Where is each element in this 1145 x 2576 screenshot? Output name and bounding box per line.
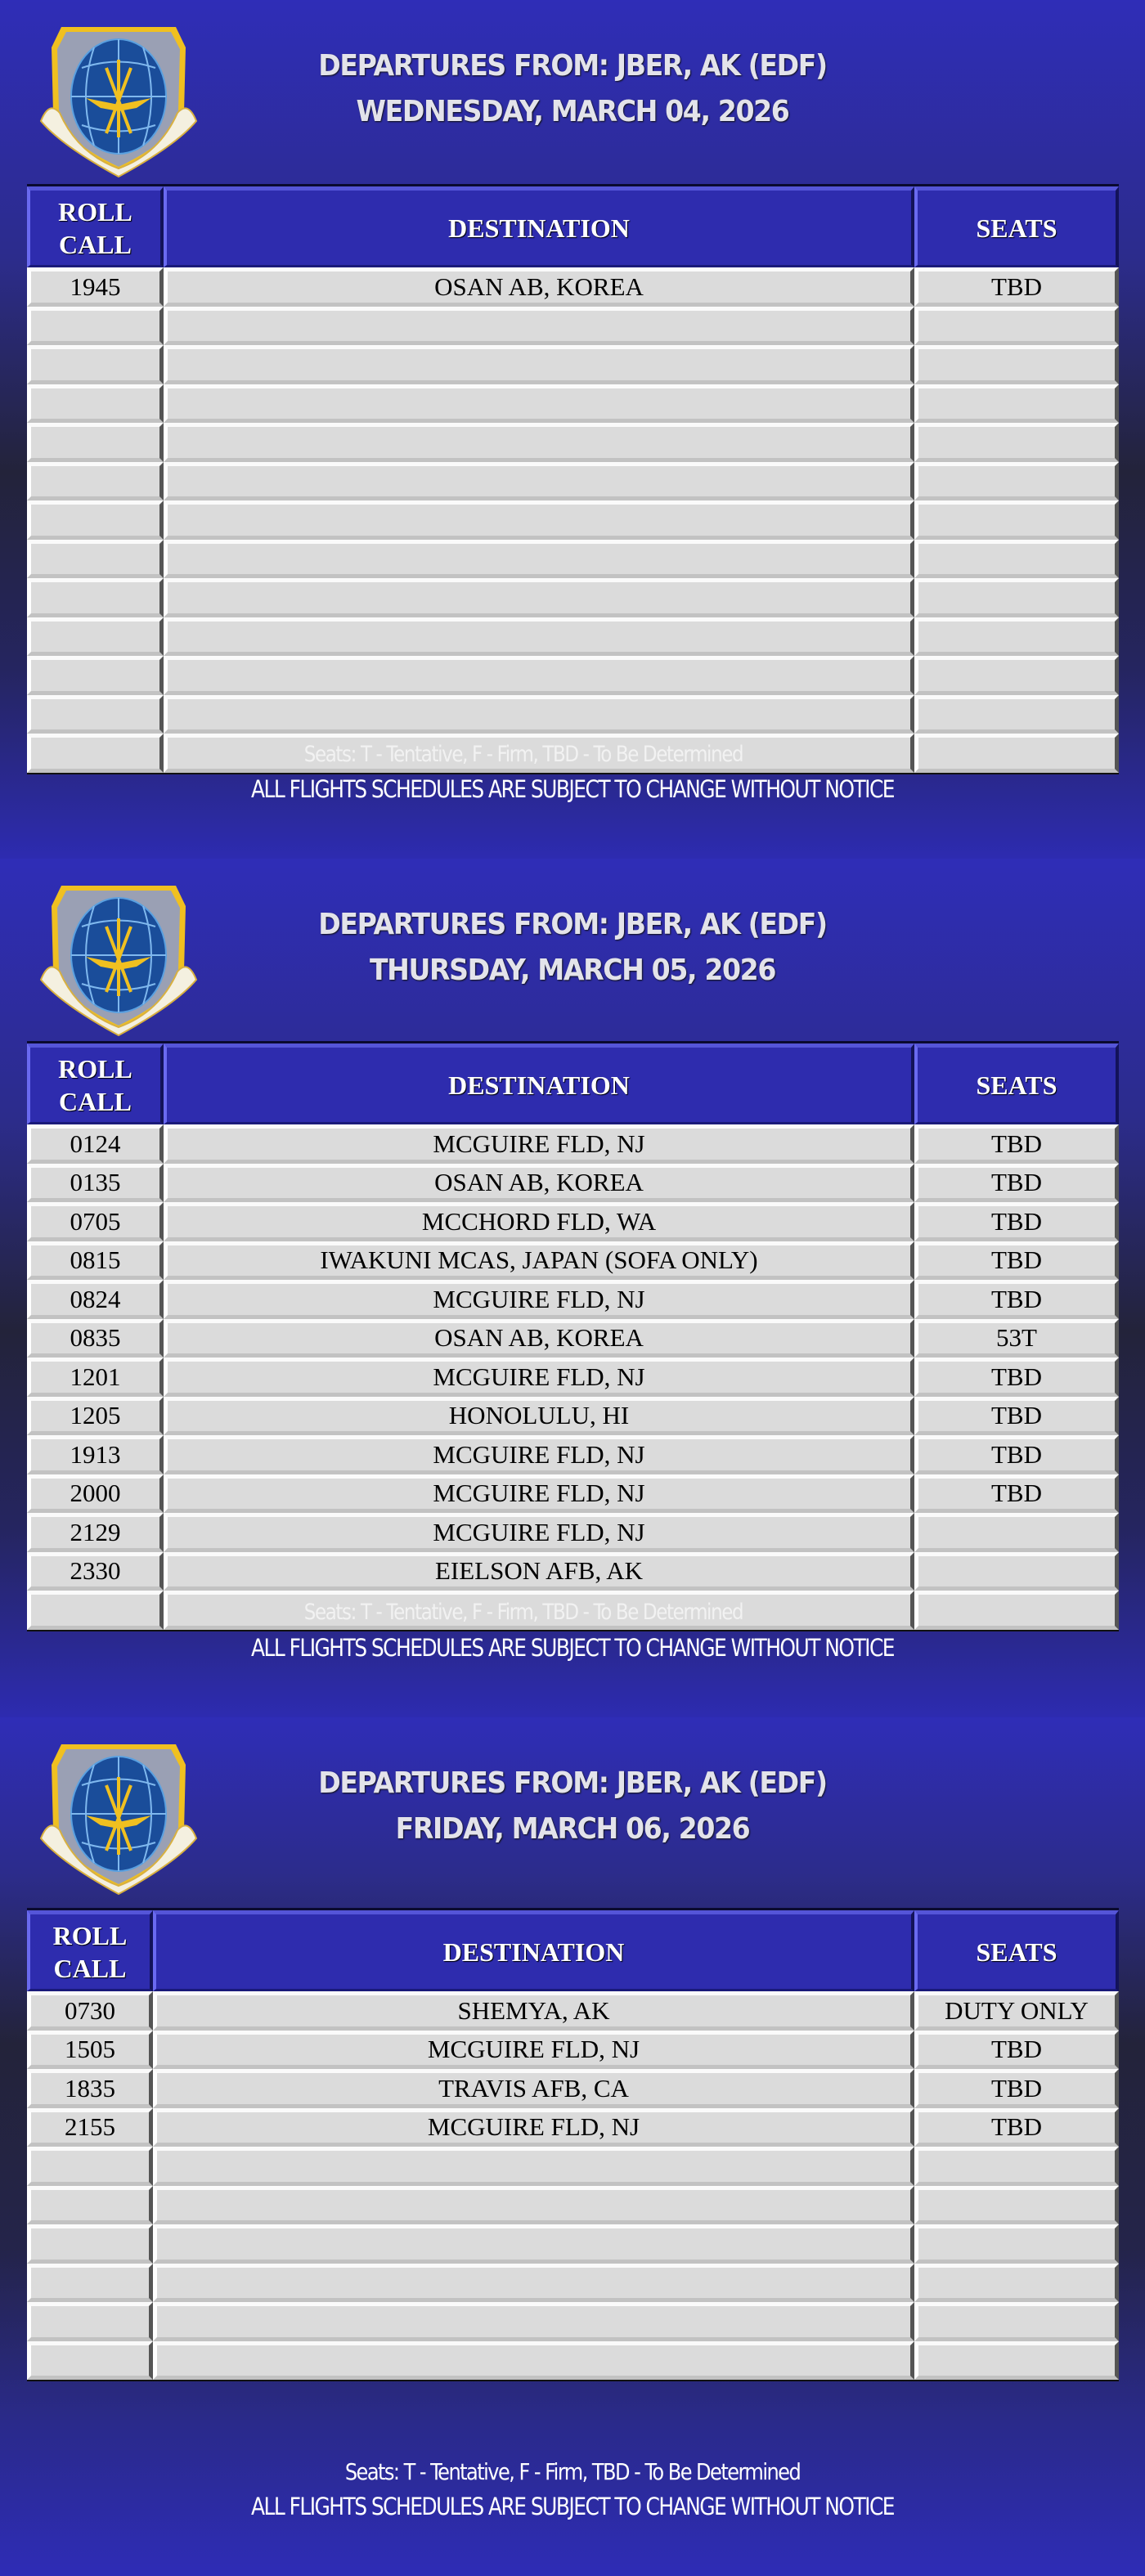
seats-legend: Seats: T - Tentative, F - Firm, TBD - To Be Determined [303,742,743,767]
destination-cell: IWAKUNI MCAS, JAPAN (SOFA ONLY) [164,1241,914,1281]
roll-call-cell: 0835 [27,1319,164,1358]
seats-cell: TBD [914,2108,1119,2147]
destination-cell [153,2302,914,2341]
destination-cell: MCGUIRE FLD, NJ [164,1513,914,1552]
seats-cell: 53T [914,1319,1119,1358]
table-body [27,267,1119,773]
destination-cell: MCCHORD FLD, WA [164,1202,914,1241]
page-title: DEPARTURES FROM: JBER, AK (EDF) [318,908,827,941]
page-title: DEPARTURES FROM: JBER, AK (EDF) [318,1766,827,1800]
seats-cell [914,423,1119,462]
header-roll-call: ROLL CALL [27,1910,153,1991]
table-row [27,1124,1119,1164]
departures-table [27,184,1119,774]
schedule-notice: ALL FLIGHTS SCHEDULES ARE SUBJECT TO CHANGE WITHOUT NOTICE [250,775,895,803]
roll-call-cell [27,617,164,657]
table-row [27,1280,1119,1319]
table-row [27,1552,1119,1591]
seats-cell: TBD [914,1241,1119,1281]
destination-cell: MCGUIRE FLD, NJ [164,1124,914,1164]
table-row [27,1241,1119,1281]
roll-call-cell [27,2264,153,2303]
roll-call-cell [27,2186,153,2225]
table-row [27,617,1119,657]
header-destination: DESTINATION [164,1043,914,1124]
roll-call-cell: 0705 [27,1202,164,1241]
seats-cell [914,734,1119,773]
destination-cell [164,540,914,579]
destination-cell [164,500,914,540]
header-roll-call: ROLL CALL [27,1043,164,1124]
seats-cell [914,2147,1119,2186]
table-row [27,578,1119,617]
table-row [27,540,1119,579]
table-body [27,1124,1119,1630]
table-row [27,1319,1119,1358]
roll-call-cell [27,1591,164,1630]
seats-cell [914,2341,1119,2381]
header-seats: SEATS [914,186,1119,267]
destination-cell: MCGUIRE FLD, NJ [153,2108,914,2147]
table-row [27,2031,1119,2070]
table-row [27,1358,1119,1397]
table-row [27,500,1119,540]
roll-call-cell: 1835 [27,2069,153,2108]
roll-call-cell: 1945 [27,267,164,307]
schedule-notice: ALL FLIGHTS SCHEDULES ARE SUBJECT TO CHANGE WITHOUT NOTICE [250,1634,895,1662]
roll-call-cell: 0815 [27,1241,164,1281]
destination-cell: MCGUIRE FLD, NJ [164,1358,914,1397]
header-roll-call: ROLL CALL [27,186,164,267]
destination-cell: MCGUIRE FLD, NJ [153,2031,914,2070]
destination-cell [164,656,914,695]
schedule-date: THURSDAY, MARCH 05, 2026 [369,954,776,987]
seats-cell: TBD [914,2069,1119,2108]
page-title: DEPARTURES FROM: JBER, AK (EDF) [318,49,827,83]
table-row [27,462,1119,501]
seats-cell: TBD [914,267,1119,307]
seats-cell [914,617,1119,657]
table-row [27,1164,1119,1203]
header-seats: SEATS [914,1043,1119,1124]
table-row [27,307,1119,346]
schedule-section-friday [0,1717,1145,2576]
table-row [27,384,1119,424]
table-row [27,1202,1119,1241]
roll-call-cell [27,734,164,773]
seats-cell: TBD [914,2031,1119,2070]
departures-table [27,1908,1119,2381]
seats-cell [914,695,1119,734]
table-row [27,2069,1119,2108]
destination-cell: MCGUIRE FLD, NJ [164,1280,914,1319]
roll-call-cell: 1505 [27,2031,153,2070]
destination-cell [164,617,914,657]
seats-cell [914,2302,1119,2341]
seats-cell [914,307,1119,346]
roll-call-cell: 1913 [27,1435,164,1474]
roll-call-cell: 0135 [27,1164,164,1203]
destination-cell [164,384,914,424]
roll-call-cell [27,2147,153,2186]
table-row [27,2108,1119,2147]
seats-cell [914,1552,1119,1591]
table-row [27,2147,1119,2186]
seats-cell [914,540,1119,579]
seats-cell: TBD [914,1164,1119,1203]
table-row [27,1513,1119,1552]
roll-call-cell: 1205 [27,1397,164,1436]
roll-call-cell: 0124 [27,1124,164,1164]
seats-cell [914,2224,1119,2264]
table-row [27,345,1119,384]
roll-call-cell [27,695,164,734]
seats-cell [914,578,1119,617]
destination-cell: OSAN AB, KOREA [164,1319,914,1358]
table-row [27,656,1119,695]
roll-call-cell [27,2341,153,2381]
seats-cell: TBD [914,1474,1119,1514]
table-row [27,2341,1119,2381]
destination-cell [164,578,914,617]
seats-cell [914,1591,1119,1630]
roll-call-cell [27,578,164,617]
table-header [27,1910,1119,1991]
schedule-notice: ALL FLIGHTS SCHEDULES ARE SUBJECT TO CHANGE WITHOUT NOTICE [250,2493,895,2520]
seats-cell [914,384,1119,424]
seats-cell: TBD [914,1280,1119,1319]
destination-cell [164,462,914,501]
roll-call-cell: 0824 [27,1280,164,1319]
roll-call-cell: 2000 [27,1474,164,1514]
seats-legend: Seats: T - Tentative, F - Firm, TBD - To Be Determined [303,1600,743,1625]
destination-cell [164,423,914,462]
destination-cell: MCGUIRE FLD, NJ [164,1435,914,1474]
schedule-section-thursday [0,859,1145,1717]
destination-cell: TRAVIS AFB, CA [153,2069,914,2108]
roll-call-cell: 1201 [27,1358,164,1397]
schedule-date: WEDNESDAY, MARCH 04, 2026 [356,95,789,128]
table-row [27,1474,1119,1514]
roll-call-cell: 2330 [27,1552,164,1591]
table-header [27,186,1119,267]
roll-call-cell: 2129 [27,1513,164,1552]
amc-shield-logo-icon [37,882,204,1037]
table-row [27,267,1119,307]
table-row [27,2224,1119,2264]
seats-cell: TBD [914,1435,1119,1474]
roll-call-cell [27,307,164,346]
table-row [27,1435,1119,1474]
destination-cell: SHEMYA, AK [153,1991,914,2031]
seats-legend: Seats: T - Tentative, F - Firm, TBD - To Be Determined [344,2458,801,2485]
schedule-date: FRIDAY, MARCH 06, 2026 [395,1812,750,1846]
roll-call-cell [27,500,164,540]
schedule-section-wednesday [0,0,1145,859]
roll-call-cell: 2155 [27,2108,153,2147]
roll-call-cell [27,656,164,695]
destination-cell [153,2186,914,2225]
seats-cell [914,2264,1119,2303]
seats-cell [914,656,1119,695]
destination-cell [164,345,914,384]
seats-cell: TBD [914,1124,1119,1164]
table-row [27,1991,1119,2031]
destination-cell: HONOLULU, HI [164,1397,914,1436]
header-destination: DESTINATION [164,186,914,267]
seats-cell: TBD [914,1202,1119,1241]
roll-call-cell: 0730 [27,1991,153,2031]
header-destination: DESTINATION [153,1910,914,1991]
table-row [27,1397,1119,1436]
destination-cell: EIELSON AFB, AK [164,1552,914,1591]
destination-cell: OSAN AB, KOREA [164,1164,914,1203]
destination-cell [153,2224,914,2264]
seats-cell [914,2186,1119,2225]
amc-shield-logo-icon [37,23,204,178]
table-row [27,2302,1119,2341]
seats-cell: TBD [914,1397,1119,1436]
destination-cell [153,2264,914,2303]
table-row [27,2186,1119,2225]
table-row [27,2264,1119,2303]
departures-table [27,1041,1119,1631]
header-seats: SEATS [914,1910,1119,1991]
table-row [27,695,1119,734]
destination-cell [153,2147,914,2186]
roll-call-cell [27,2302,153,2341]
seats-cell [914,462,1119,501]
amc-shield-logo-icon [37,1740,204,1896]
seats-cell [914,1513,1119,1552]
seats-cell [914,345,1119,384]
roll-call-cell [27,345,164,384]
roll-call-cell [27,384,164,424]
destination-cell [164,307,914,346]
roll-call-cell [27,462,164,501]
table-header [27,1043,1119,1124]
seats-cell: TBD [914,1358,1119,1397]
destination-cell [153,2341,914,2381]
table-row [27,423,1119,462]
roll-call-cell [27,2224,153,2264]
roll-call-cell [27,540,164,579]
destination-cell [164,695,914,734]
table-body [27,1991,1119,2380]
destination-cell: MCGUIRE FLD, NJ [164,1474,914,1514]
destination-cell: OSAN AB, KOREA [164,267,914,307]
seats-cell [914,500,1119,540]
roll-call-cell [27,423,164,462]
seats-cell: DUTY ONLY [914,1991,1119,2031]
